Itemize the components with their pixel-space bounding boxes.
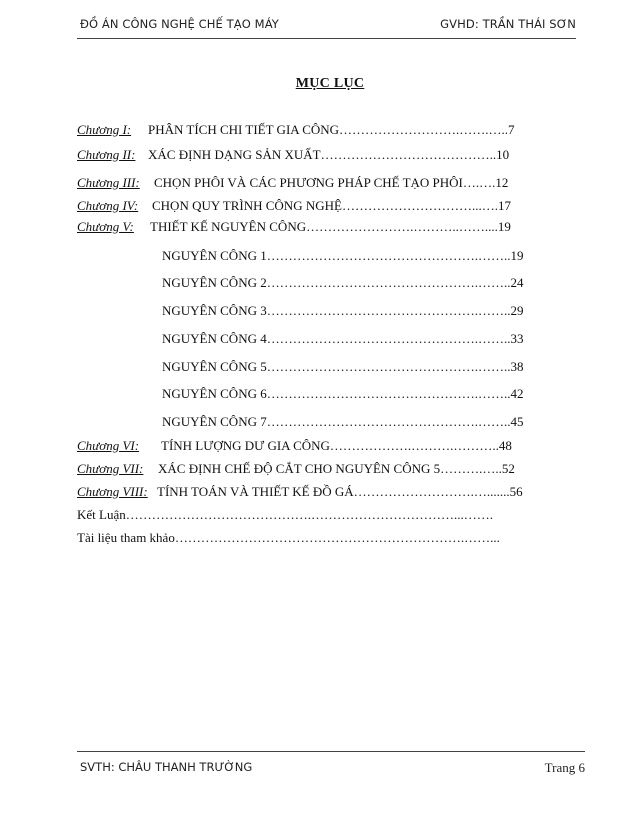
toc-entry-text: TÍNH TOÁN VÀ THIẾT KẾ ĐỒ GÁ……………………….….......56 [157, 484, 523, 499]
toc-chapter-label: Chương IV: [77, 198, 139, 213]
toc-chapter-label: Chương III: [77, 175, 140, 190]
toc-entry-text: TÍNH LƯỢNG DƯ GIA CÔNG……………….……….………..48 [161, 438, 512, 453]
toc-entry-text: NGUYÊN CÔNG 1………………………………………….……..19 [162, 248, 524, 263]
toc-entry-text: NGUYÊN CÔNG 7………………………………………….……..45 [162, 414, 524, 429]
toc-entry-text: NGUYÊN CÔNG 4………………………………………….……..33 [162, 331, 524, 346]
toc-entry-text: Kết Luận…………………………………….……………………………...……. [77, 507, 493, 522]
toc-entry-text: Tài liệu tham khảo………………………………………………………….……... [77, 530, 500, 545]
toc-entry-text: CHỌN QUY TRÌNH CÔNG NGHỆ…………………………...….17 [152, 198, 511, 213]
page-header [77, 13, 576, 35]
toc-chapter-label: Chương VIII: [77, 484, 148, 499]
toc-entry-text: NGUYÊN CÔNG 3………………………………………….……..29 [162, 303, 524, 318]
toc-chapter-label: Chương I: [77, 122, 132, 137]
toc-entry-text: NGUYÊN CÔNG 5………………………………………….……..38 [162, 359, 524, 374]
page-number: Trang 6 [544, 760, 585, 775]
page-footer [77, 751, 585, 781]
toc-chapter-label: Chương V: [77, 219, 134, 234]
toc-chapter-label: Chương II: [77, 147, 136, 162]
toc-entry-text: PHÂN TÍCH CHI TIẾT GIA CÔNG……………………….…….…..7 [148, 122, 515, 137]
footer-divider [77, 751, 585, 752]
header-divider [77, 38, 576, 39]
toc-chapter-label: Chương VI: [77, 438, 140, 453]
toc-entry-text: NGUYÊN CÔNG 2………………………………………….……..24 [162, 275, 524, 290]
header-instructor: GVHD: TRẦN THÁI SƠN [440, 17, 576, 31]
toc-entry-text: NGUYÊN CÔNG 6………………………………………….……..42 [162, 386, 524, 401]
footer-student: SVTH: CHÂU THANH TRƯỜNG [80, 760, 253, 774]
toc-entry-text: THIẾT KẾ NGUYÊN CÔNG…………………….………..……....19 [150, 219, 511, 234]
page-title [0, 76, 638, 92]
toc-chapter-label: Chương VII: [77, 461, 144, 476]
toc-entry-text: CHỌN PHÔI VÀ CÁC PHƯƠNG PHÁP CHẾ TẠO PHÔI….….12 [154, 175, 509, 190]
toc-entry-text: XÁC ĐỊNH CHẾ ĐỘ CẮT CHO NGUYÊN CÔNG 5……….…..52 [158, 461, 515, 476]
toc-entry-text: XÁC ĐỊNH DẠNG SẢN XUẤT…………………………………..10 [148, 147, 510, 162]
header-course-title: ĐỒ ÁN CÔNG NGHỆ CHẾ TẠO MÁY [80, 17, 279, 31]
toc-heading: MỤC LỤC [295, 76, 365, 91]
